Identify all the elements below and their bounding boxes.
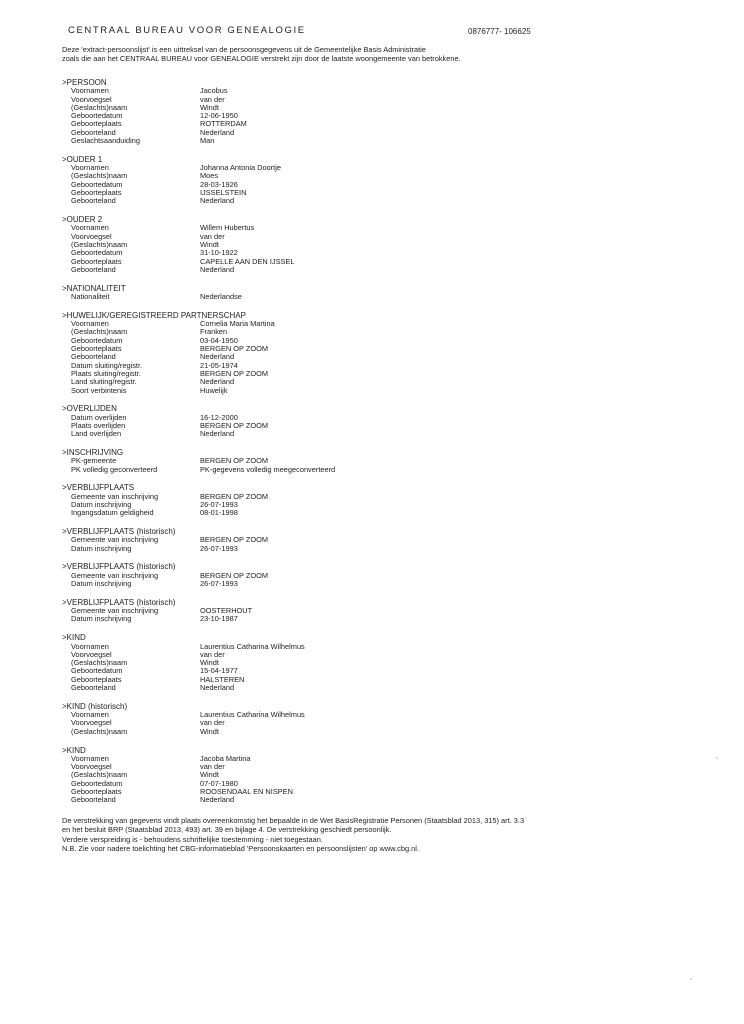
field-row <box>62 545 562 553</box>
field-label: Voornamen <box>71 710 109 720</box>
field-label: Geboorteplaats <box>71 674 122 684</box>
footer-line: De verstrekking van gegevens vindt plaats overeenkomstig het bepaalde in de Wet BasisRegistratie Personen (Staatsblad 2013, 315) art. 3.3 <box>62 816 525 825</box>
record-section <box>62 448 562 474</box>
field-label: Voorvoegsel <box>71 762 112 772</box>
field-row <box>62 258 562 266</box>
record-section <box>62 483 562 517</box>
field-row <box>62 87 562 95</box>
field-label: Datum inschrijving <box>71 579 132 589</box>
field-value: ROTTERDAM <box>200 119 247 129</box>
section-title: >KIND (historisch) <box>62 701 128 711</box>
field-label: (Geslachts)naam <box>71 327 128 337</box>
footer-notice <box>62 816 622 854</box>
field-label: Datum inschrijving <box>71 499 132 509</box>
field-value: 28-03-1926 <box>200 179 238 189</box>
field-row <box>62 249 562 257</box>
field-row <box>62 96 562 104</box>
field-value: 23-10-1987 <box>200 614 238 624</box>
field-value: 03-04-1950 <box>200 335 238 345</box>
field-value: Cornelia Maria Martina <box>200 319 275 329</box>
field-row <box>62 164 562 172</box>
field-row <box>62 266 562 274</box>
intro-line: Deze 'extract-persoonslijst' is een uittreksel van de persoonsgegevens uit de Gemeentelijke Basis Administratie <box>62 45 426 54</box>
intro-paragraph <box>62 45 582 64</box>
field-value: Nederland <box>200 377 235 387</box>
field-value: 15-04-1977 <box>200 666 238 676</box>
field-value: BERGEN OP ZOOM <box>200 368 269 378</box>
field-value: Franken <box>200 327 228 337</box>
field-row <box>62 796 562 804</box>
field-label: Gemeente van inschrijving <box>71 606 159 616</box>
field-row <box>62 233 562 241</box>
field-value: Windt <box>200 726 219 736</box>
field-label: Plaats overlijden <box>71 420 126 430</box>
section-title: >INSCHRIJVING <box>62 447 124 457</box>
record-section <box>62 746 562 805</box>
field-label: PK-gemeente <box>71 456 117 466</box>
section-title: >PERSOON <box>62 78 107 87</box>
field-label: Voorvoegsel <box>71 718 112 728</box>
field-row <box>62 104 562 112</box>
field-label: Geboorteland <box>71 196 116 206</box>
footer-line: en het besluit BRP (Staatsblad 2013, 493) art. 39 en bijlage 4. De verstrekking geschiedt persoonlijk. <box>62 825 392 835</box>
section-title: >NATIONALITEIT <box>62 283 126 293</box>
field-label: Land sluiting/registr. <box>71 377 137 387</box>
field-row <box>62 293 562 301</box>
field-row <box>62 430 562 438</box>
section-title: >VERBLIJFPLAATS (historisch) <box>62 562 176 572</box>
field-row <box>62 387 562 395</box>
field-row <box>62 120 562 128</box>
field-label: Voornamen <box>71 163 109 173</box>
scan-speck <box>716 757 718 759</box>
field-row <box>62 780 562 788</box>
record-section <box>62 404 562 438</box>
field-row <box>62 172 562 180</box>
field-value: BERGEN OP ZOOM <box>200 420 269 430</box>
field-value: Nederland <box>200 127 235 137</box>
field-label: Geslachtsaanduiding <box>71 136 141 146</box>
field-row <box>62 572 562 580</box>
record-section <box>62 562 562 588</box>
record-section <box>62 155 562 206</box>
field-value: HALSTEREN <box>200 674 245 684</box>
field-value: CAPELLE AAN DEN IJSSEL <box>200 256 295 266</box>
field-value: van der <box>200 94 225 104</box>
field-value: Nederland <box>200 196 235 206</box>
field-label: Datum inschrijving <box>71 543 132 553</box>
section-title: >OUDER 2 <box>62 215 103 225</box>
field-label: Geboorteplaats <box>71 119 122 129</box>
field-value: 12-06-1950 <box>200 111 238 121</box>
field-value: Windt <box>200 770 219 780</box>
record-section <box>62 78 562 145</box>
section-title: >VERBLIJFPLAATS <box>62 483 135 493</box>
field-value: BERGEN OP ZOOM <box>200 456 269 466</box>
field-label: Gemeente van inschrijving <box>71 491 159 501</box>
field-value: Windt <box>200 240 219 250</box>
field-row <box>62 607 562 615</box>
field-value: Willem Hubertus <box>200 223 255 233</box>
field-label: Voornamen <box>71 86 109 96</box>
field-row <box>62 536 562 544</box>
field-label: Geboorteland <box>71 352 116 362</box>
field-label: Datum sluiting/registr. <box>71 360 143 370</box>
field-value: IJSSELSTEIN <box>200 188 247 198</box>
record-sections <box>62 78 562 814</box>
field-label: Land overlijden <box>71 429 122 439</box>
field-value: Laurentius Catharina Wilhelmus <box>200 641 305 651</box>
field-row <box>62 763 562 771</box>
section-title: >HUWELIJK/GEREGISTREERD PARTNERSCHAP <box>62 310 246 320</box>
field-value: BERGEN OP ZOOM <box>200 570 269 580</box>
field-label: Geboorteland <box>71 683 116 693</box>
field-row <box>62 328 562 336</box>
field-label: (Geslachts)naam <box>71 240 128 250</box>
field-label: (Geslachts)naam <box>71 726 128 736</box>
field-row <box>62 466 562 474</box>
field-label: Voornamen <box>71 319 109 329</box>
field-value: van der <box>200 231 225 241</box>
field-row <box>62 711 562 719</box>
field-label: Gemeente van inschrijving <box>71 570 159 580</box>
field-value: Nederland <box>200 352 235 362</box>
field-value: Windt <box>200 658 219 668</box>
field-label: Geboortedatum <box>71 179 123 189</box>
field-value: 26-07-1993 <box>200 499 238 509</box>
field-row <box>62 370 562 378</box>
field-row <box>62 667 562 675</box>
record-section <box>62 598 562 624</box>
field-row <box>62 241 562 249</box>
field-row <box>62 337 562 345</box>
field-row <box>62 493 562 501</box>
field-value: ROOSENDAAL EN NISPEN <box>200 786 293 796</box>
field-value: 16-12-2000 <box>200 412 238 422</box>
field-row <box>62 719 562 727</box>
field-row <box>62 771 562 779</box>
field-label: (Geslachts)naam <box>71 171 128 181</box>
field-value: 26-07-1993 <box>200 579 238 589</box>
field-label: Geboortedatum <box>71 335 123 345</box>
field-row <box>62 643 562 651</box>
field-value: Nederland <box>200 795 235 805</box>
field-row <box>62 414 562 422</box>
field-label: Geboorteland <box>71 264 116 274</box>
field-value: Jacoba Martina <box>200 753 251 763</box>
field-value: OOSTERHOUT <box>200 606 253 616</box>
section-title: >OVERLIJDEN <box>62 404 117 414</box>
field-value: Nederlandse <box>200 292 242 302</box>
field-row <box>62 509 562 517</box>
record-section <box>62 311 562 395</box>
field-label: Gemeente van inschrijving <box>71 535 159 545</box>
field-value: Nederland <box>200 683 235 693</box>
document-header-title: CENTRAAL BUREAU VOOR GENEALOGIE <box>68 25 306 36</box>
field-value: Huwelijk <box>200 385 228 395</box>
section-title: >VERBLIJFPLAATS (historisch) <box>62 527 176 537</box>
record-section <box>62 284 562 302</box>
footer-line: Verdere verspreiding is - behoudens schriftelijke toestemming - niet toegestaan. <box>62 834 323 844</box>
field-row <box>62 788 562 796</box>
field-label: Plaats sluiting/registr. <box>71 368 141 378</box>
field-value: PK-gegevens volledig meegeconverteerd <box>200 464 336 474</box>
field-row <box>62 378 562 386</box>
record-section <box>62 702 562 736</box>
field-label: Geboortedatum <box>71 248 123 258</box>
field-row <box>62 580 562 588</box>
section-title: >KIND <box>62 745 86 755</box>
field-value: Johanna Antonia Doortje <box>200 163 281 173</box>
intro-line: zoals die aan het CENTRAAL BUREAU voor GENEALOGIE verstrekt zijn door de laatste woongemeente van betrokkene. <box>62 54 461 64</box>
field-row <box>62 728 562 736</box>
field-label: Voorvoegsel <box>71 94 112 104</box>
field-label: Geboortedatum <box>71 778 123 788</box>
field-label: (Geslachts)naam <box>71 770 128 780</box>
field-row <box>62 615 562 623</box>
section-title: >OUDER 1 <box>62 154 103 164</box>
field-label: (Geslachts)naam <box>71 658 128 668</box>
section-title: >KIND <box>62 633 86 643</box>
field-label: Voornamen <box>71 753 109 763</box>
field-row <box>62 676 562 684</box>
field-label: Ingangsdatum geldigheid <box>71 508 154 518</box>
field-label: PK volledig geconverteerd <box>71 464 158 474</box>
field-label: Geboorteland <box>71 795 116 805</box>
field-value: Moes <box>200 171 219 181</box>
field-value: Nederland <box>200 264 235 274</box>
field-label: Geboortedatum <box>71 666 123 676</box>
field-value: BERGEN OP ZOOM <box>200 344 269 354</box>
field-label: Datum overlijden <box>71 412 127 422</box>
field-row <box>62 651 562 659</box>
field-value: Laurentius Catharina Wilhelmus <box>200 710 305 720</box>
field-row <box>62 181 562 189</box>
field-row <box>62 137 562 145</box>
field-value: 21-05-1974 <box>200 360 238 370</box>
field-label: Geboorteplaats <box>71 188 122 198</box>
field-value: 08-01-1998 <box>200 508 238 518</box>
field-row <box>62 684 562 692</box>
field-row <box>62 659 562 667</box>
field-label: Geboorteland <box>71 127 116 137</box>
field-label: Geboorteplaats <box>71 786 122 796</box>
section-title: >VERBLIJFPLAATS (historisch) <box>62 597 176 607</box>
field-row <box>62 189 562 197</box>
field-label: Voornamen <box>71 223 109 233</box>
field-value: BERGEN OP ZOOM <box>200 535 269 545</box>
field-value: Jacobus <box>200 86 228 96</box>
field-row <box>62 320 562 328</box>
field-label: Datum inschrijving <box>71 614 132 624</box>
record-section <box>62 215 562 274</box>
field-label: Geboortedatum <box>71 111 123 121</box>
field-label: Soort verbintenis <box>71 385 127 395</box>
field-value: BERGEN OP ZOOM <box>200 491 269 501</box>
field-value: van der <box>200 762 225 772</box>
field-value: 07-07-1980 <box>200 778 238 788</box>
field-row <box>62 345 562 353</box>
field-label: Voorvoegsel <box>71 231 112 241</box>
field-value: Nederland <box>200 429 235 439</box>
record-section <box>62 527 562 553</box>
scan-speck <box>690 978 692 980</box>
field-value: Windt <box>200 102 219 112</box>
field-row <box>62 755 562 763</box>
field-value: van der <box>200 649 225 659</box>
field-label: Voorvoegsel <box>71 649 112 659</box>
field-label: Geboorteplaats <box>71 344 122 354</box>
record-section <box>62 633 562 692</box>
field-row <box>62 112 562 120</box>
field-label: Geboorteplaats <box>71 256 122 266</box>
field-label: Voornamen <box>71 641 109 651</box>
document-reference-number: 0876777- 106625 <box>468 27 531 36</box>
field-value: Man <box>200 136 215 146</box>
field-row <box>62 197 562 205</box>
field-label: (Geslachts)naam <box>71 102 128 112</box>
field-label: Nationaliteit <box>71 292 110 302</box>
field-row <box>62 224 562 232</box>
footer-line: N.B. Zie voor nadere toelichting het CBG-informatieblad 'Persoonskaarten en persoonslijsten' op www.cbg.nl. <box>62 844 419 854</box>
field-value: 31-10-1922 <box>200 248 238 258</box>
field-value: 26-07-1993 <box>200 543 238 553</box>
field-row <box>62 422 562 430</box>
field-value: van der <box>200 718 225 728</box>
